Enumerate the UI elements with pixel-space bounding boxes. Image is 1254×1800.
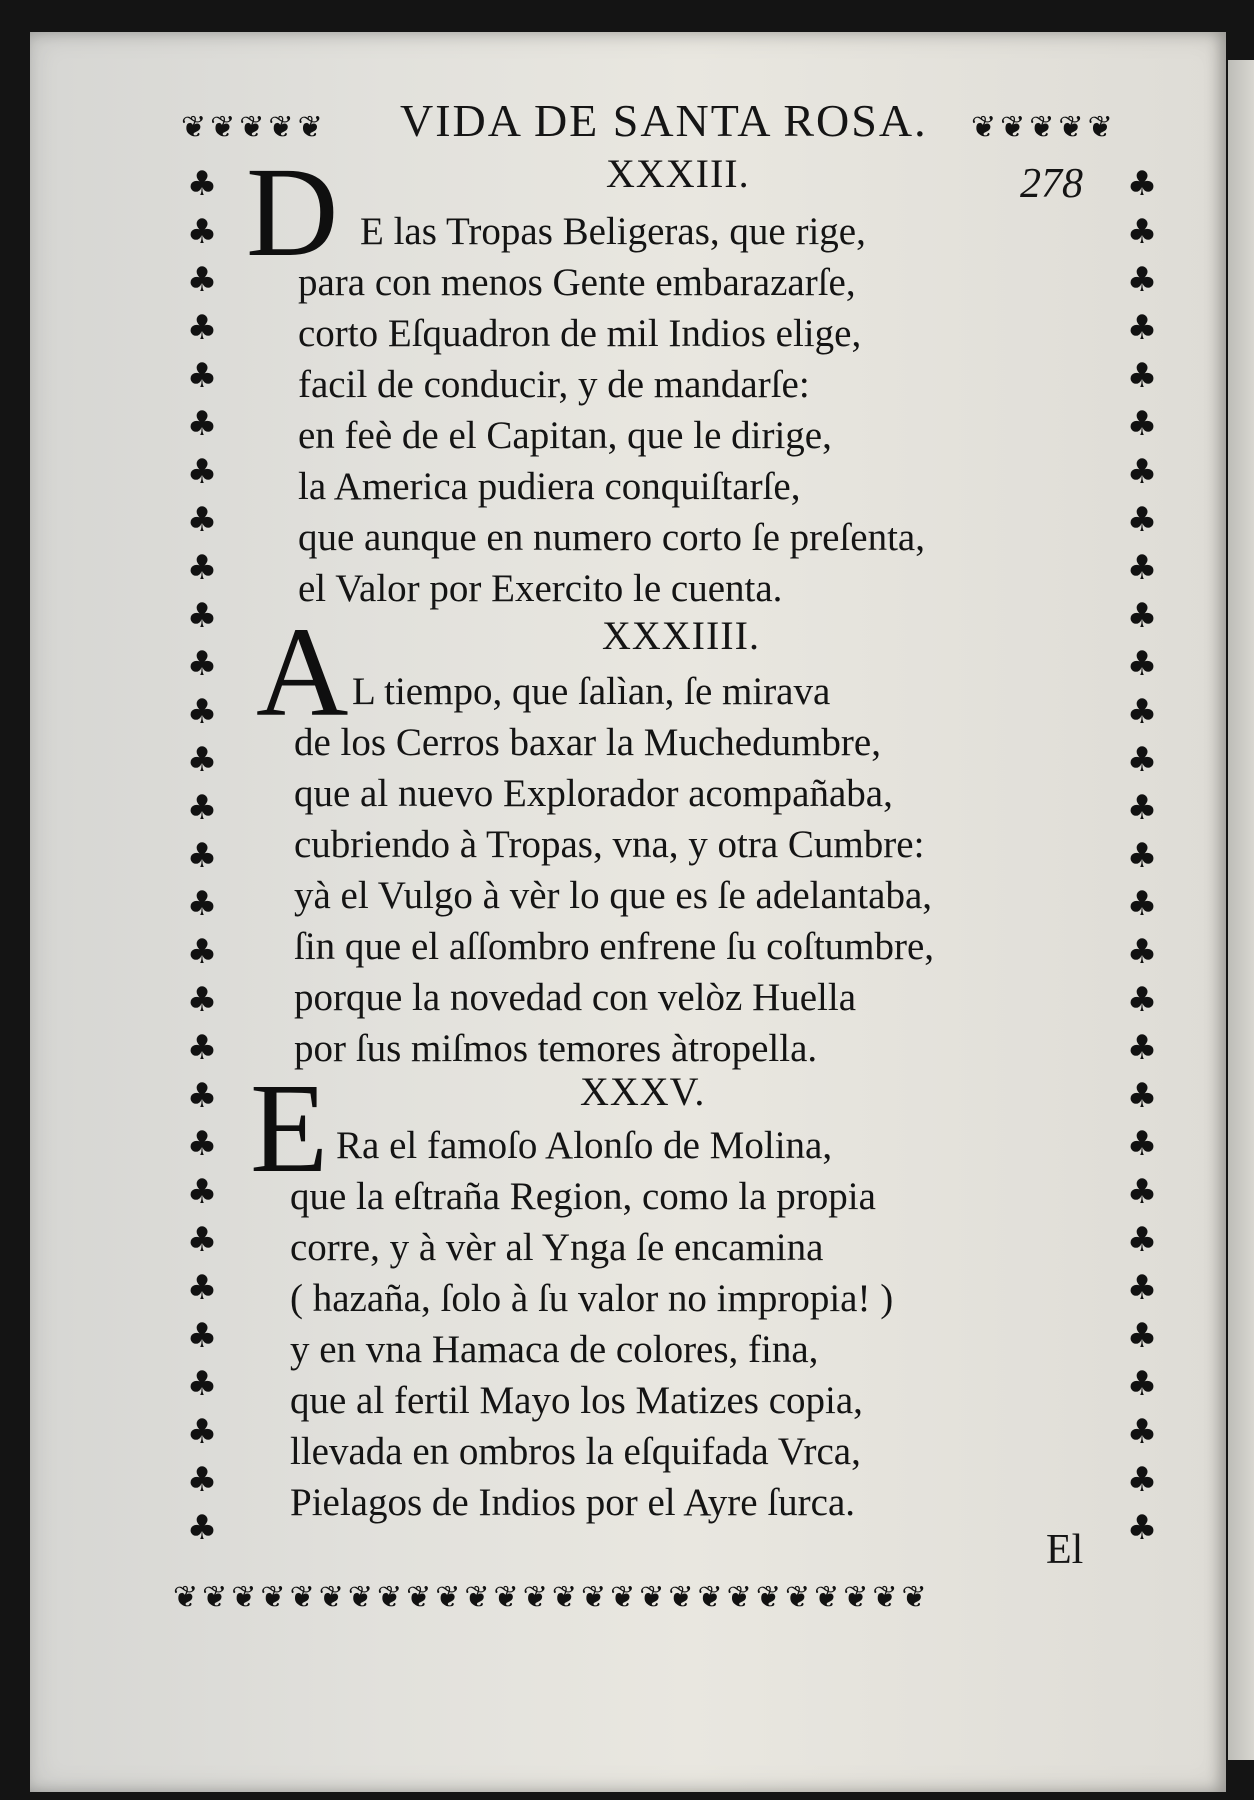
drop-cap: A bbox=[256, 601, 349, 743]
verse-line: que al fertil Mayo los Matizes copia, bbox=[290, 1379, 863, 1422]
fleuron-icon: ❦ bbox=[493, 1580, 517, 1615]
fleuron-icon: ♣ bbox=[1126, 884, 1158, 924]
fleuron-icon: ♣ bbox=[186, 356, 218, 396]
verse-line: el Valor por Exercito le cuenta. bbox=[298, 567, 783, 610]
verse-line: cubriendo à Tropas, vna, y otra Cumbre: bbox=[294, 823, 925, 866]
fleuron-icon: ❦ bbox=[181, 110, 205, 145]
fleuron-icon: ♣ bbox=[186, 308, 218, 348]
fleuron-icon: ❦ bbox=[239, 110, 263, 145]
fleuron-icon: ♣ bbox=[1126, 932, 1158, 972]
fleuron-icon: ♣ bbox=[1126, 1460, 1158, 1500]
fleuron-icon: ♣ bbox=[186, 740, 218, 780]
fleuron-icon: ♣ bbox=[186, 1508, 218, 1548]
verse-line: facil de conducir, y de mandarſe: bbox=[298, 363, 810, 406]
fleuron-icon: ❦ bbox=[1029, 110, 1053, 145]
verse-line: en feè de el Capitan, que le dirige, bbox=[298, 414, 832, 457]
stanza-number: XXXIII. bbox=[606, 151, 750, 196]
fleuron-icon: ♣ bbox=[1126, 788, 1158, 828]
fleuron-icon: ♣ bbox=[1126, 1268, 1158, 1308]
verse-line: corto Eſquadron de mil Indios elige, bbox=[298, 312, 862, 355]
fleuron-icon: ♣ bbox=[186, 1412, 218, 1452]
verse-line: corre, y à vèr al Ynga ſe encamina bbox=[290, 1226, 824, 1269]
fleuron-icon: ♣ bbox=[1126, 644, 1158, 684]
fleuron-icon: ❦ bbox=[210, 110, 234, 145]
verse-line: ſin que el aſſombro enfrene ſu coſtumbre, bbox=[294, 925, 935, 968]
fleuron-icon: ❦ bbox=[610, 1580, 634, 1615]
fleuron-icon: ♣ bbox=[1126, 1412, 1158, 1452]
stanza-first-line bbox=[360, 206, 866, 257]
fleuron-icon: ♣ bbox=[186, 1460, 218, 1500]
fleuron-icon: ❦ bbox=[268, 110, 292, 145]
verse-line: que la eſtraña Region, como la propia bbox=[290, 1175, 876, 1218]
fleuron-icon: ♣ bbox=[1126, 1316, 1158, 1356]
stanza-number: XXXV. bbox=[580, 1069, 706, 1114]
fleuron-icon: ♣ bbox=[1126, 740, 1158, 780]
fleuron-icon: ♣ bbox=[1126, 1508, 1158, 1548]
fleuron-icon: ♣ bbox=[1126, 260, 1158, 300]
facing-page-edge bbox=[1228, 60, 1254, 1760]
fleuron-icon: ❦ bbox=[784, 1580, 809, 1615]
fleuron-icon: ♣ bbox=[1126, 692, 1158, 732]
fleuron-icon: ♣ bbox=[186, 548, 218, 588]
fleuron-icon: ♣ bbox=[186, 788, 218, 828]
fleuron-icon: ❦ bbox=[843, 1580, 867, 1615]
fleuron-icon: ❦ bbox=[1087, 110, 1111, 145]
fleuron-icon: ♣ bbox=[186, 260, 218, 300]
fleuron-icon: ❦ bbox=[231, 1580, 255, 1615]
fleuron-icon: ♣ bbox=[1126, 836, 1158, 876]
bottom-ornament-band bbox=[170, 1578, 1170, 1622]
verse-line: que al nuevo Explorador acompañaba, bbox=[294, 772, 893, 815]
verse-line: y en vna Hamaca de colores, fina, bbox=[290, 1328, 819, 1371]
fleuron-icon: ❦ bbox=[668, 1580, 692, 1615]
fleuron-icon: ❦ bbox=[814, 1580, 838, 1615]
running-head: VIDA DE SANTA ROSA. bbox=[400, 95, 928, 146]
fleuron-icon: ❦ bbox=[318, 1580, 342, 1615]
fleuron-icon: ♣ bbox=[186, 1268, 218, 1308]
fleuron-icon: ♣ bbox=[186, 500, 218, 540]
fleuron-icon: ♣ bbox=[186, 596, 218, 636]
fleuron-icon: ♣ bbox=[1126, 1076, 1158, 1116]
fleuron-icon: ❦ bbox=[297, 110, 321, 145]
fleuron-icon: ♣ bbox=[1126, 1220, 1158, 1260]
fleuron-icon: ♣ bbox=[1126, 404, 1158, 444]
fleuron-icon: ♣ bbox=[1126, 1028, 1158, 1068]
stanza-body bbox=[290, 1171, 893, 1528]
fleuron-icon: ♣ bbox=[1126, 452, 1158, 492]
fleuron-icon: ♣ bbox=[1126, 308, 1158, 348]
stanza-first-line bbox=[336, 1120, 832, 1171]
fleuron-icon: ♣ bbox=[186, 1076, 218, 1116]
drop-cap: D bbox=[246, 141, 339, 283]
verse-line: yà el Vulgo à vèr lo que es ſe adelantaba, bbox=[294, 874, 933, 917]
fleuron-icon: ❦ bbox=[406, 1580, 430, 1615]
drop-cap: E bbox=[250, 1057, 329, 1199]
catchword: El bbox=[1046, 1527, 1084, 1573]
fleuron-icon: ❦ bbox=[726, 1580, 750, 1615]
fleuron-icon: ❦ bbox=[260, 1580, 284, 1615]
fleuron-icon: ❦ bbox=[202, 1580, 226, 1615]
verse-line: la America pudiera conquiſtarſe, bbox=[298, 465, 801, 508]
left-ornament-column bbox=[176, 160, 228, 1580]
fleuron-icon: ❦ bbox=[901, 1580, 925, 1615]
fleuron-icon: ❦ bbox=[639, 1580, 663, 1615]
verse-line: llevada en ombros la eſquifada Vrca, bbox=[290, 1430, 861, 1473]
fleuron-icon: ❦ bbox=[755, 1580, 779, 1615]
fleuron-icon: ❦ bbox=[971, 110, 995, 145]
right-ornament-column bbox=[1116, 160, 1168, 1580]
fleuron-icon: ❦ bbox=[289, 1580, 313, 1615]
fleuron-icon: ❦ bbox=[697, 1580, 721, 1615]
verse-line: ( hazaña, ſolo à ſu valor no impropia! ) bbox=[290, 1277, 894, 1320]
fleuron-icon: ♣ bbox=[1126, 164, 1158, 204]
fleuron-icon: ♣ bbox=[1126, 548, 1158, 588]
fleuron-icon: ❦ bbox=[522, 1580, 546, 1615]
fleuron-icon: ❦ bbox=[173, 1580, 197, 1615]
stanza-number: XXXIIII. bbox=[602, 613, 760, 658]
fleuron-icon: ❦ bbox=[435, 1580, 459, 1615]
fleuron-icon: ♣ bbox=[186, 404, 218, 444]
verse-line: que aunque en numero corto ſe preſenta, bbox=[298, 516, 925, 559]
stanza-body bbox=[294, 717, 934, 1074]
verse-line: L tiempo, que ſalìan, ſe mirava bbox=[352, 670, 831, 713]
verse-line: para con menos Gente embarazarſe, bbox=[298, 261, 856, 304]
fleuron-icon: ♣ bbox=[186, 884, 218, 924]
fleuron-icon: ❦ bbox=[580, 1580, 605, 1615]
fleuron-icon: ❦ bbox=[376, 1580, 401, 1615]
verse-line: de los Cerros baxar la Muchedumbre, bbox=[294, 721, 881, 764]
fleuron-icon: ❦ bbox=[347, 1580, 371, 1615]
fleuron-icon: ♣ bbox=[186, 932, 218, 972]
stanza-first-line bbox=[352, 666, 830, 717]
fleuron-icon: ♣ bbox=[1126, 212, 1158, 252]
fleuron-icon: ♣ bbox=[186, 1028, 218, 1068]
fleuron-icon: ♣ bbox=[186, 212, 218, 252]
fleuron-icon: ♣ bbox=[186, 692, 218, 732]
fleuron-icon: ♣ bbox=[1126, 500, 1158, 540]
fleuron-icon: ♣ bbox=[1126, 980, 1158, 1020]
fleuron-icon: ❦ bbox=[872, 1580, 896, 1615]
fleuron-icon: ❦ bbox=[551, 1580, 575, 1615]
verse-line: porque la novedad con velòz Huella bbox=[294, 976, 857, 1019]
fleuron-icon: ❦ bbox=[1000, 110, 1024, 145]
stanza-body bbox=[298, 257, 925, 614]
fleuron-icon: ♣ bbox=[186, 836, 218, 876]
fleuron-icon: ♣ bbox=[1126, 1124, 1158, 1164]
page-number: 278 bbox=[1020, 161, 1083, 207]
verse-line: por ſus miſmos temores àtropella. bbox=[294, 1027, 818, 1070]
fleuron-icon: ♣ bbox=[1126, 1172, 1158, 1212]
fleuron-icon: ❦ bbox=[1058, 110, 1082, 145]
fleuron-icon: ♣ bbox=[186, 644, 218, 684]
fleuron-icon: ♣ bbox=[1126, 1364, 1158, 1404]
fleuron-icon: ♣ bbox=[186, 1124, 218, 1164]
fleuron-icon: ♣ bbox=[186, 452, 218, 492]
fleuron-icon: ♣ bbox=[1126, 596, 1158, 636]
verse-line: E las Tropas Beligeras, que rige, bbox=[360, 210, 866, 253]
fleuron-icon: ♣ bbox=[186, 164, 218, 204]
top-right-ornament-band bbox=[968, 108, 1168, 152]
verse-line: Ra el famoſo Alonſo de Molina, bbox=[336, 1124, 833, 1167]
verse-line: Pielagos de Indios por el Ayre ſurca. bbox=[290, 1481, 856, 1524]
fleuron-icon: ❦ bbox=[464, 1580, 488, 1615]
fleuron-icon: ♣ bbox=[186, 1316, 218, 1356]
fleuron-icon: ♣ bbox=[186, 980, 218, 1020]
fleuron-icon: ♣ bbox=[1126, 356, 1158, 396]
fleuron-icon: ♣ bbox=[186, 1364, 218, 1404]
fleuron-icon: ♣ bbox=[186, 1172, 218, 1212]
fleuron-icon: ♣ bbox=[186, 1220, 218, 1260]
